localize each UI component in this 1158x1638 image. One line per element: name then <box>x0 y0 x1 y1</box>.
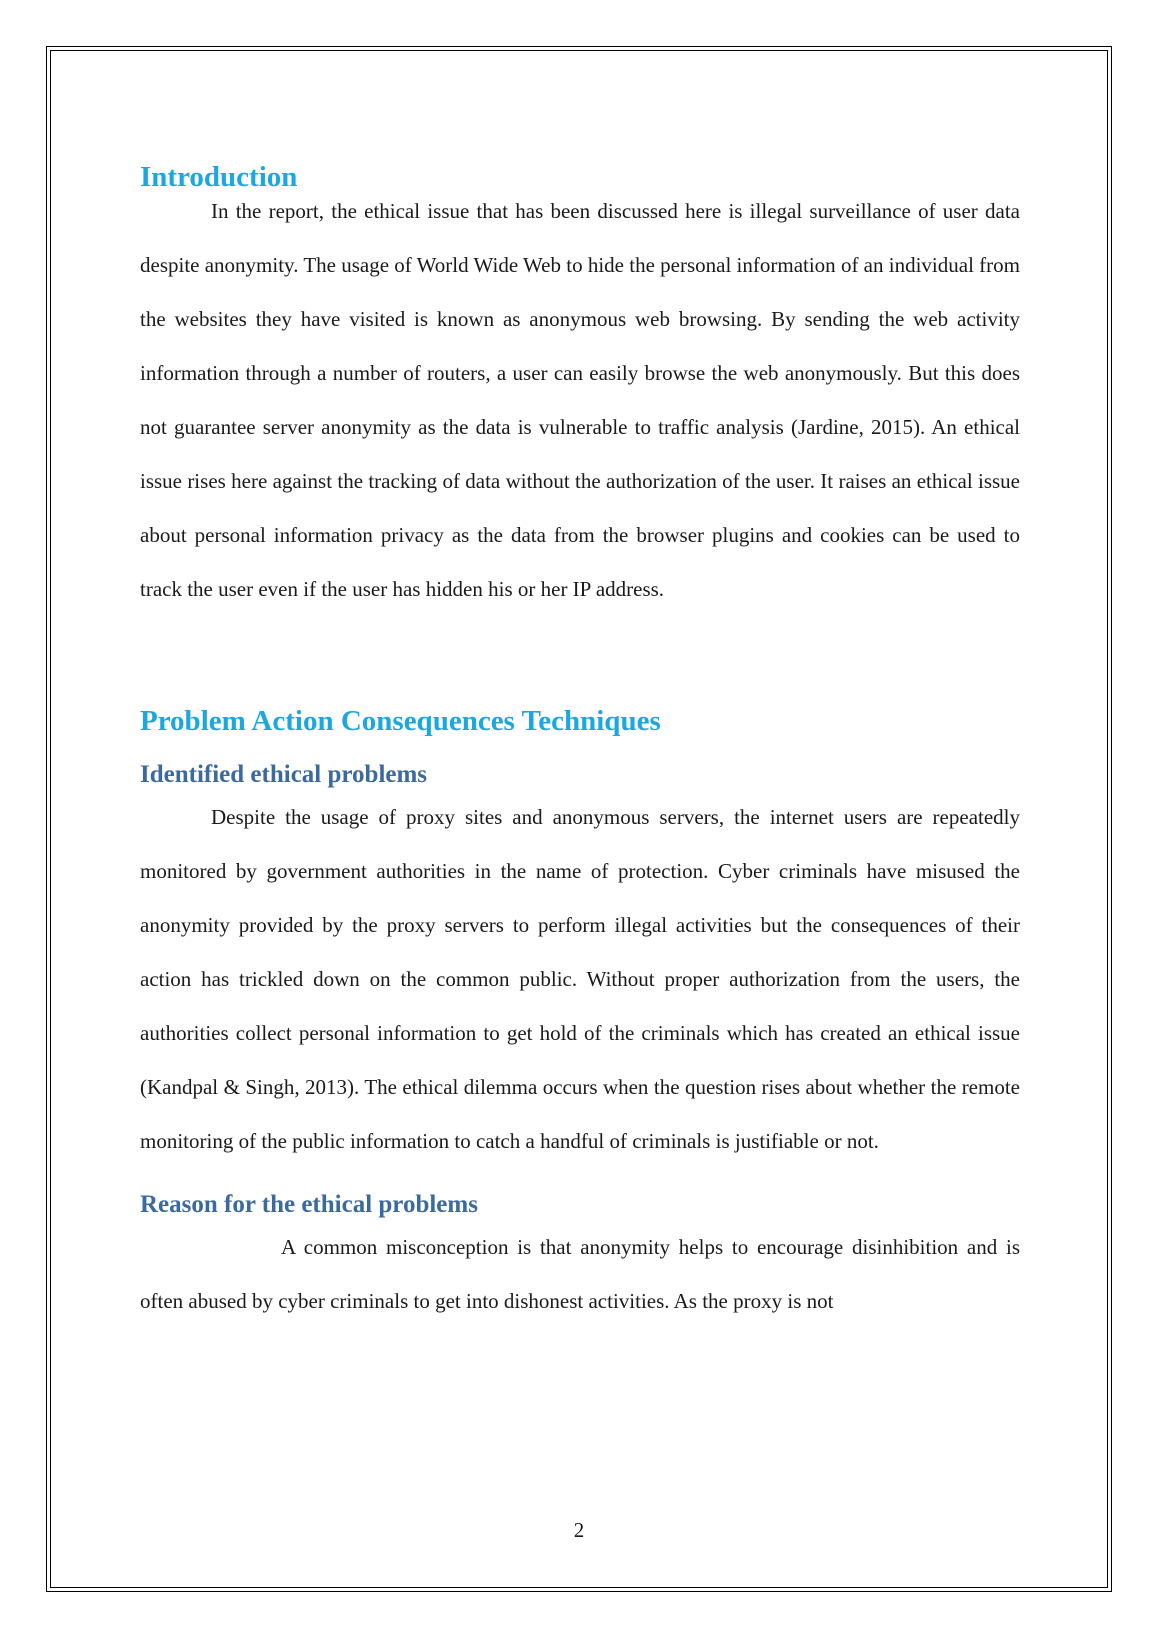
reason-problems-paragraph: A common misconception is that anonymity helps to encourage disinhibition and is often abused by cyber criminals to get into dishonest activities. As the proxy is not <box>140 1235 1020 1313</box>
problem-action-heading: Problem Action Consequences Techniques <box>140 705 661 737</box>
page-number: 2 <box>573 1518 585 1542</box>
identified-problems-heading: Identified ethical problems <box>140 761 428 788</box>
reason-problems-heading: Reason for the ethical problems <box>140 1191 478 1218</box>
document-body <box>140 160 1020 1328</box>
introduction-heading: Introduction <box>140 161 298 193</box>
identified-problems-paragraph: Despite the usage of proxy sites and anonymous servers, the internet users are repeatedly monitored by government authorities in the name of protection. Cyber criminals have misused the anonymity provided by the proxy servers to perform illegal activities but the consequences of their action has trickled down on the common public. Without proper authorization from the users, the authorities collect personal information to get hold of the criminals which has created an ethical issue (Kandpal & Singh, 2013). The ethical dilemma occurs when the question rises about whether the remote monitoring of the public information to catch a handful of criminals is justifiable or not. <box>140 805 1020 1153</box>
introduction-paragraph: In the report, the ethical issue that has been discussed here is illegal surveillance of user data despite anonymity. The usage of World Wide Web to hide the personal information of an individual from the websites they have visited is known as anonymous web browsing. By sending the web activity information through a number of routers, a user can easily browse the web anonymously. But this does not guarantee server anonymity as the data is vulnerable to traffic analysis (Jardine, 2015). An ethical issue rises here against the tracking of data without the authorization of the user. It raises an ethical issue about personal information privacy as the data from the browser plugins and cookies can be used to track the user even if the user has hidden his or her IP address. <box>140 199 1020 601</box>
